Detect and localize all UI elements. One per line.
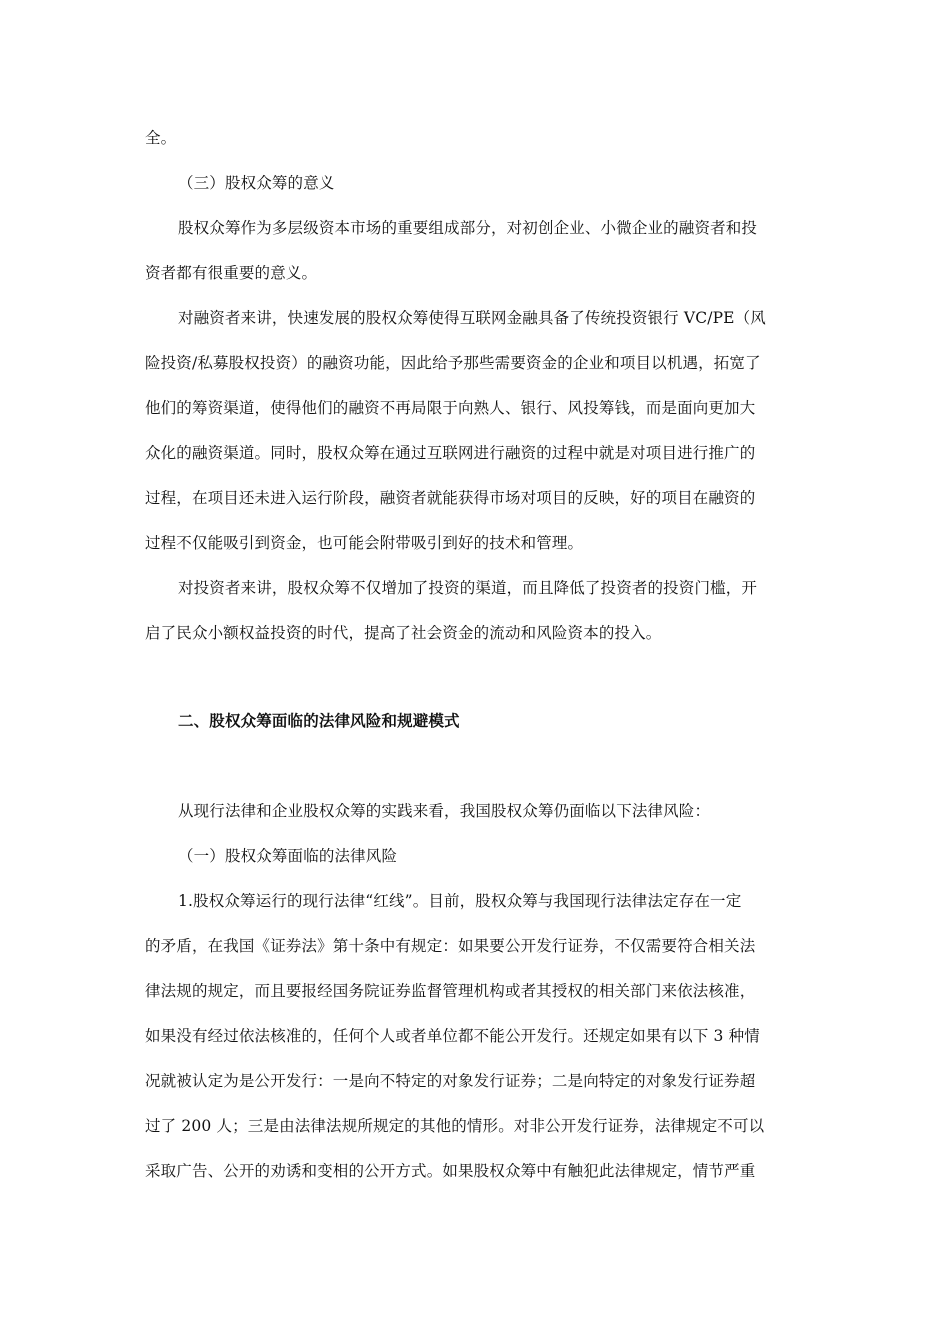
paragraph-line: 他们的筹资渠道，使得他们的融资不再局限于向熟人、银行、风投筹钱，而是面向更加大	[145, 399, 756, 417]
paragraph-line: 如果没有经过依法核准的，任何个人或者单位都不能公开发行。还规定如果有以下 3 种情	[145, 1027, 760, 1045]
paragraph-line: 过了 200 人；三是由法律法规所规定的其他的情形。对非公开发行证券，法律规定不可以	[145, 1117, 765, 1135]
section-heading: 二、股权众筹面临的法律风险和规避模式	[178, 712, 460, 730]
paragraph-line: 的矛盾，在我国《证券法》第十条中有规定：如果要公开发行证券，不仅需要符合相关法	[145, 937, 756, 955]
paragraph-line: 律法规的规定，而且要报经国务院证券监督管理机构或者其授权的相关部门来依法核准，	[145, 982, 756, 1000]
paragraph-line: 全。	[145, 129, 177, 147]
paragraph-line: 况就被认定为是公开发行：一是向不特定的对象发行证券；二是向特定的对象发行证券超	[145, 1072, 756, 1090]
paragraph-line: 众化的融资渠道。同时，股权众筹在通过互联网进行融资的过程中就是对项目进行推广的	[145, 444, 756, 462]
paragraph-line: 过程，在项目还未进入运行阶段，融资者就能获得市场对项目的反映，好的项目在融资的	[145, 489, 756, 507]
paragraph-line: 对投资者来讲，股权众筹不仅增加了投资的渠道，而且降低了投资者的投资门槛，开	[178, 579, 758, 597]
paragraph-line: 启了民众小额权益投资的时代，提高了社会资金的流动和风险资本的投入。	[145, 624, 662, 642]
paragraph-line: 采取广告、公开的劝诱和变相的公开方式。如果股权众筹中有触犯此法律规定，情节严重	[145, 1162, 756, 1180]
paragraph-line: 股权众筹作为多层级资本市场的重要组成部分，对初创企业、小微企业的融资者和投	[178, 219, 758, 237]
paragraph-line: 1.股权众筹运行的现行法律“红线”。目前，股权众筹与我国现行法律法定存在一定	[178, 892, 742, 910]
paragraph-line: 对融资者来讲，快速发展的股权众筹使得互联网金融具备了传统投资银行 VC/PE（风	[178, 309, 766, 327]
paragraph-line: 资者都有很重要的意义。	[145, 264, 318, 282]
paragraph-line: 险投资/私募股权投资）的融资功能，因此给予那些需要资金的企业和项目以机遇，拓宽了	[145, 354, 761, 372]
paragraph-line: 过程不仅能吸引到资金，也可能会附带吸引到好的技术和管理。	[145, 534, 584, 552]
subsection-title: （一）股权众筹面临的法律风险	[178, 847, 398, 865]
paragraph-line: 从现行法律和企业股权众筹的实践来看，我国股权众筹仍面临以下法律风险：	[178, 802, 711, 820]
subsection-title: （三）股权众筹的意义	[178, 174, 335, 192]
